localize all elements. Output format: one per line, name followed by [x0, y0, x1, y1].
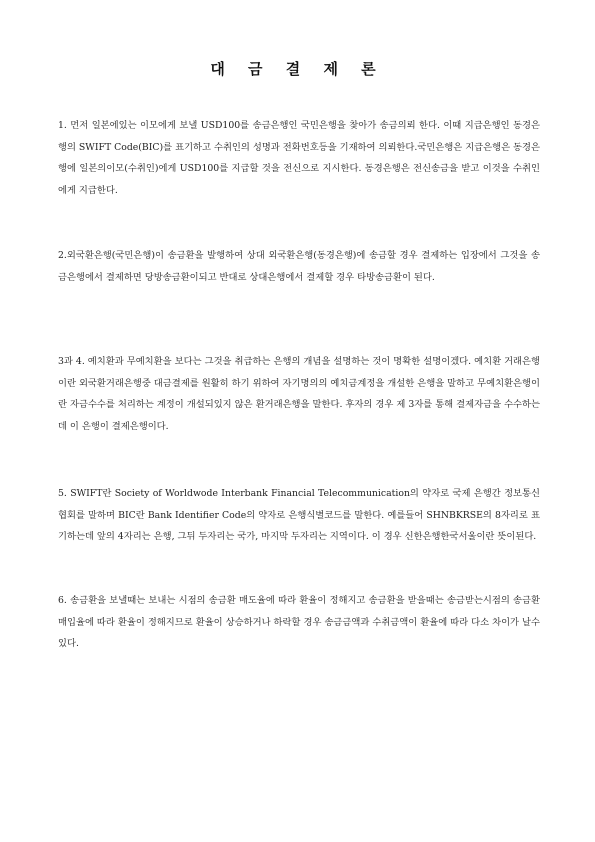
paragraph-2: 2.외국환은행(국민은행)이 송금환을 발행하여 상대 외국환은행(동경은행)에 송금할 경우 결제하는 입장에서 그것을 송금은행에서 결제하면 당방송금환이되고 반대로 상대은행에서 결제할 경우 타방송금환이 된다.	[58, 250, 540, 283]
paragraph-5: 6. 송금환을 보낼때는 보내는 시점의 송금환 매도율에 따라 환율이 정해지고 송금환을 받을때는 송금받는시점의 송금환 매입율에 따라 환율이 정해지므로 환율이 상승하거나 하락할 경우 송금금액과 수취금액이 환율에 따라 다소 차이가 날수 있다.	[58, 595, 540, 649]
paragraph-1: 1. 먼저 일본에있는 이모에게 보낼 USD100를 송금은행인 국민은행을 찾아가 송금의뢰 한다. 이때 지급은행인 동경은행의 SWIFT Code(BIC)를 표기하고 수취인의 성명과 전화번호등을 기재하여 의뢰한다.국민은행은 지급은행은 동경은행에 일본의이모(수취인)에게 USD100를 지급할 것을 전신으로 지시한다. 동경은행은 전신송금을 받고 이것을 수취인에게 지급한다.	[58, 120, 541, 196]
paragraph-4: 5. SWIFT란 Society of Worldwode Interbank Financial Telecommunication의 약자로 국제 은행간 정보통신 협회를 말하며 BIC란 Bank Identifier Code의 약자로 은행식별코드를 말한다. 예를들어 SHNBKRSE의 8자리로 표기하는데 앞의 4자리는 은행, 그뒤 두자리는 국가, 마지막 두자리는 지역이다. 이 경우 신한은행한국서울이란 뜻이된다.	[58, 488, 540, 542]
page-title: 대 금 결 제 론	[210, 60, 385, 78]
paragraph-3: 3과 4. 예치환과 무예치환을 보다는 그것을 취급하는 은행의 개념을 설명하는 것이 명확한 설명이겠다. 예치환 거래은행이란 외국환거래은행중 대금결제를 원활히 하기 위하여 자기명의의 예치금계정을 개설한 은행을 말하고 무예치환은행이란 자금수수를 처리하는 계정이 개설되있지 않은 환거래은행을 말한다. 후자의 경우 제 3자를 통해 결제자금을 수수하는데 이 은행이 결제은행이다.	[58, 356, 540, 432]
